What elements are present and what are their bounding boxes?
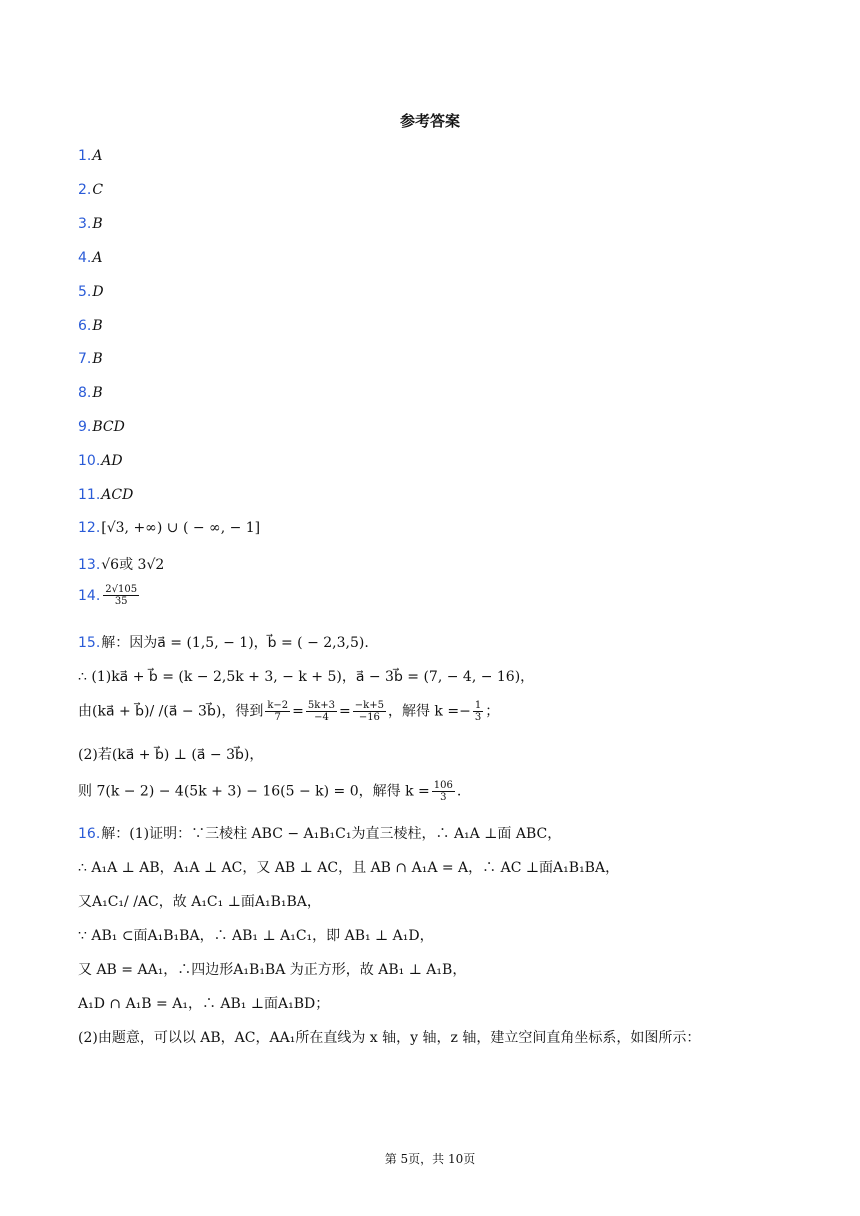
q15-text-3c: ； xyxy=(485,703,500,720)
answer-number: 8. xyxy=(78,385,92,401)
answer-1 xyxy=(78,148,102,164)
answer-12 xyxy=(78,520,260,536)
answer-number: 3. xyxy=(78,216,92,232)
fraction-denominator: −16 xyxy=(358,712,380,723)
answer-value: C xyxy=(92,182,104,198)
q16-line-4: ∵ AB₁ ⊂面A₁B₁BA，∴ AB₁ ⊥ A₁C₁，即 AB₁ ⊥ A₁D， xyxy=(78,928,434,944)
q15-line-4: (2)若(ka⃗ + b⃗) ⊥ (a⃗ − 3b⃗)， xyxy=(78,747,264,763)
answer-value: [√3, +∞) ∪ ( − ∞, − 1] xyxy=(101,520,261,536)
answer-14 xyxy=(78,584,141,607)
answer-4 xyxy=(78,250,102,266)
equals-sign: = xyxy=(339,703,351,720)
q15-line-5 xyxy=(78,780,461,803)
fraction-numerator: 2√105 xyxy=(105,584,138,595)
q15-number: 15. xyxy=(78,635,101,651)
fraction-numerator: 106 xyxy=(433,780,453,791)
q16-number: 16. xyxy=(78,826,101,842)
q15-line-3 xyxy=(78,700,499,723)
q16-line-3: 又A₁C₁/ /AC，故 A₁C₁ ⊥面A₁B₁BA， xyxy=(78,894,321,910)
fraction-numerator: k−2 xyxy=(267,700,289,711)
q15-text-1: 解：因为a⃗ = (1,5, − 1)，b⃗ = ( − 2,3,5). xyxy=(101,635,369,651)
answer-number: 1. xyxy=(78,148,92,164)
q15-text-5b: . xyxy=(456,783,462,800)
q15-text-3a: 由(ka⃗ + b⃗)/ /(a⃗ − 3b⃗)，得到 xyxy=(78,703,264,720)
fraction-numerator: −k+5 xyxy=(354,700,384,711)
q16-line-7: (2)由题意，可以以 AB，AC，AA₁所在直线为 x 轴，y 轴，z 轴，建立空间直角坐标系，如图所示： xyxy=(78,1030,701,1046)
answer-value: BCD xyxy=(92,419,125,435)
answer-value: A xyxy=(92,250,103,266)
fraction-denominator: −4 xyxy=(314,712,329,723)
fraction-denominator: 3 xyxy=(474,712,482,723)
q15-text-5a: 则 7(k − 2) − 4(5k + 3) − 16(5 − k) = 0，解得 k = xyxy=(78,783,430,800)
answer-number: 2. xyxy=(78,182,92,198)
q16-line-1 xyxy=(78,823,561,843)
answer-9 xyxy=(78,419,125,435)
answer-number: 6. xyxy=(78,318,92,334)
q15-line-1 xyxy=(78,632,369,652)
answer-value: B xyxy=(92,318,103,334)
answer-value: D xyxy=(92,284,104,300)
fraction-numerator: 1 xyxy=(474,700,482,711)
fraction-1 xyxy=(265,700,290,723)
fraction-2 xyxy=(306,700,337,723)
fraction-denominator: 3 xyxy=(440,792,447,803)
answer-number: 13. xyxy=(78,557,101,573)
answer-6 xyxy=(78,318,103,334)
fraction-5 xyxy=(432,780,455,803)
fraction-3 xyxy=(353,700,386,723)
answer-number: 5. xyxy=(78,284,92,300)
page-footer: 第 5页，共 10页 xyxy=(384,1152,476,1166)
answer-number: 4. xyxy=(78,250,92,266)
answer-number: 10. xyxy=(78,453,101,469)
answer-7 xyxy=(78,351,103,367)
answer-value: √6或 3√2 xyxy=(101,557,165,573)
answer-value: ACD xyxy=(101,487,134,503)
q16-line-5: 又 AB = AA₁，∴四边形A₁B₁BA 为正方形，故 AB₁ ⊥ A₁B， xyxy=(78,962,467,978)
fraction-denominator: 7 xyxy=(274,712,281,723)
answer-value: B xyxy=(92,351,103,367)
fraction-4 xyxy=(473,700,483,723)
answer-fraction xyxy=(103,584,139,607)
answer-8 xyxy=(78,385,103,401)
equals-sign: = xyxy=(292,703,304,720)
answer-value: AD xyxy=(101,453,123,469)
q15-text-3b: ，解得 k =− xyxy=(387,703,471,720)
answer-number: 12. xyxy=(78,520,101,536)
answer-number: 7. xyxy=(78,351,92,367)
q15-line-2: ∴ (1)ka⃗ + b⃗ = (k − 2,5k + 3, − k + 5)，a⃗ − 3b⃗ = (7, − 4, − 16)， xyxy=(78,669,535,685)
answer-number: 11. xyxy=(78,487,101,503)
q16-line-2: ∴ A₁A ⊥ AB，A₁A ⊥ AC，又 AB ⊥ AC，且 AB ∩ A₁A = A，∴ AC ⊥面A₁B₁BA， xyxy=(78,860,620,876)
q16-text-1: 解：(1)证明：∵三棱柱 ABC − A₁B₁C₁为直三棱柱，∴ A₁A ⊥面 ABC， xyxy=(101,826,562,842)
answer-value: A xyxy=(92,148,103,164)
answer-number: 14. xyxy=(78,587,101,604)
page-title: 参考答案 xyxy=(399,112,460,130)
answer-number: 9. xyxy=(78,419,92,435)
answer-value: B xyxy=(92,385,103,401)
fraction-denominator: 35 xyxy=(114,596,128,607)
answer-10 xyxy=(78,453,123,469)
q16-line-6: A₁D ∩ A₁B = A₁，∴ AB₁ ⊥面A₁BD； xyxy=(78,996,330,1012)
answer-3 xyxy=(78,216,103,232)
answer-13 xyxy=(78,554,164,574)
answer-11 xyxy=(78,487,133,503)
answer-5 xyxy=(78,284,104,300)
fraction-numerator: 5k+3 xyxy=(307,700,336,711)
answer-2 xyxy=(78,182,103,198)
answer-value: B xyxy=(92,216,103,232)
